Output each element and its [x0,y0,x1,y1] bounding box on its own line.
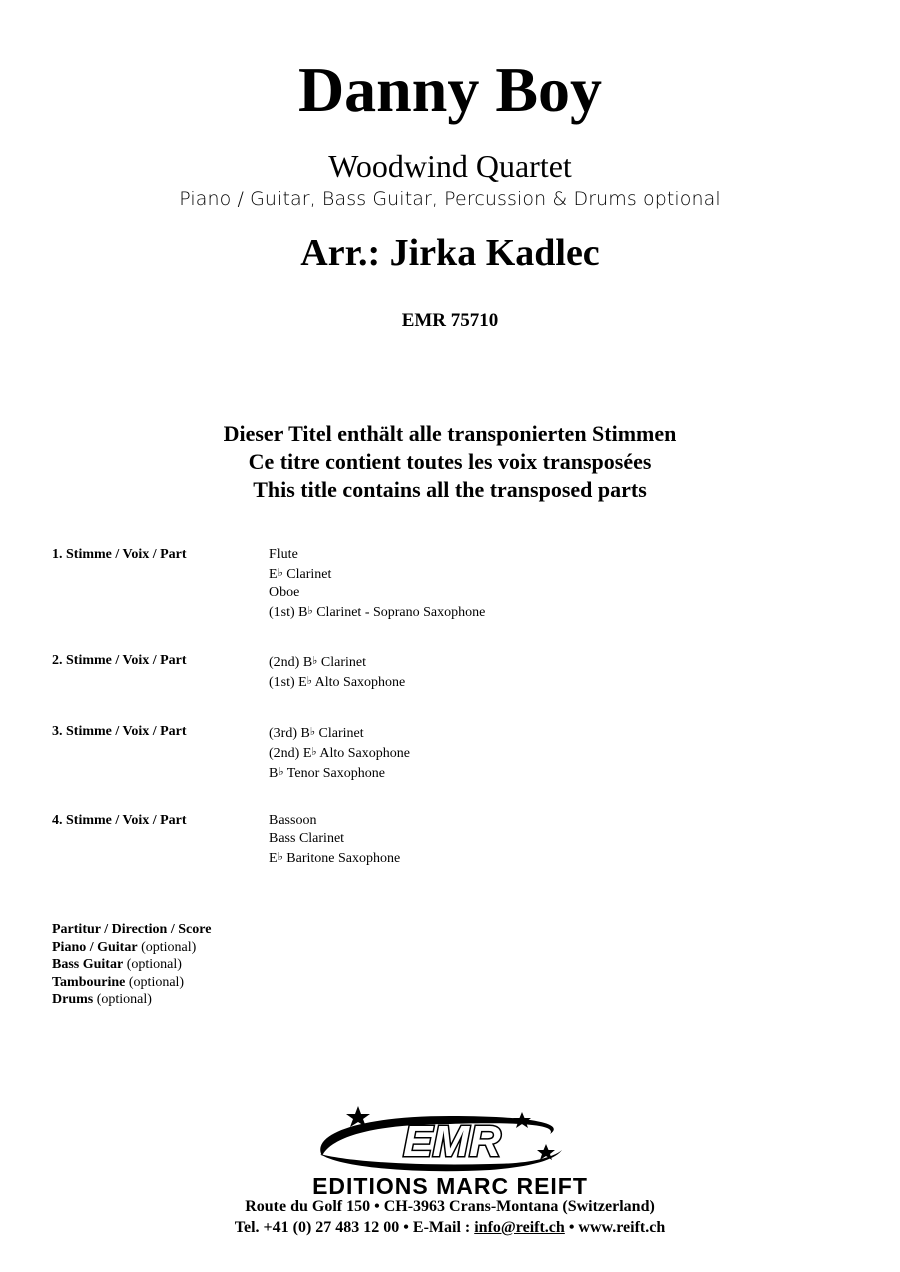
instrument-name: Baritone Saxophone [286,851,401,866]
extra-name: Drums [52,992,94,1007]
instrument-name: Clarinet - Soprano Saxophone [316,605,486,620]
instrument-prefix: (1st) [269,675,295,690]
star-icon [513,1112,531,1128]
score-extra-item [52,956,211,974]
instrument-prefix: (1st) [269,605,295,620]
contact-phone: Tel. +41 (0) 27 483 12 00 • E-Mail : [234,1219,471,1236]
publisher-name: EDITIONS MARC REIFT [312,1173,588,1199]
part-instruments [269,723,410,783]
notice-english: This title contains all the transposed parts [253,477,647,502]
instrument-name: Alto Saxophone [314,675,406,690]
emr-logo [300,1104,600,1182]
instrument-item [269,672,405,692]
flat-icon: ♭ [312,655,318,667]
instrument-name: Flute [269,547,298,562]
flat-icon: ♭ [277,567,283,579]
score-extra-item [52,939,211,957]
notice-french: Ce titre contient toutes les voix transposées [248,449,652,474]
extra-note: (optional) [141,939,197,955]
subtitle: Woodwind Quartet [328,148,572,184]
score-extras-list [52,921,211,1009]
instrument-item [269,652,405,672]
instrument-name: Bassoon [269,813,317,828]
extra-name: Tambourine [52,974,126,990]
instrument-key: B [269,766,279,781]
part-label: 1. Stimme / Voix / Part [52,547,187,562]
instrument-item [269,584,485,602]
instrumentation: Piano / Guitar, Bass Guitar, Percussion & Drums optional [179,188,721,210]
instrument-prefix: (2nd) [269,746,300,761]
part-instruments [269,652,405,692]
part-instruments [269,812,400,868]
arranger: Arr.: Jirka Kadlec [300,232,600,274]
instrument-key: E [298,675,307,690]
extra-name: Piano / Guitar [52,939,138,955]
instrument-item [269,546,485,564]
instrument-key: E [302,746,312,761]
instrument-key: E [269,567,278,582]
instrument-name: Clarinet [286,567,332,582]
extra-note: (optional) [96,992,152,1007]
logo-text: EMR [403,1117,501,1166]
instrument-name: Tenor Saxophone [286,766,385,781]
instrument-item [269,602,485,622]
instrument-prefix: (3rd) [269,726,297,741]
extra-note: (optional) [128,974,185,990]
flat-icon: ♭ [307,605,313,617]
instrument-prefix: (2nd) [269,655,300,670]
part-instruments [269,546,485,622]
notice-german: Dieser Titel enthält alle transponierten Stimmen [223,421,677,446]
part-label: 2. Stimme / Voix / Part [52,653,187,668]
instrument-item [269,848,400,868]
instrument-name: Bass Clarinet [269,831,345,846]
score-extra-item [52,991,211,1009]
instrument-item [269,743,410,763]
instrument-item [269,830,400,848]
instrument-name: Alto Saxophone [319,746,410,761]
instrument-name: Clarinet [318,726,364,741]
publisher-address: Route du Golf 150 • CH-3963 Crans-Montana (Switzerland) [245,1198,655,1215]
instrument-name: Clarinet [320,655,366,670]
flat-icon: ♭ [277,851,283,863]
instrument-item [269,812,400,830]
contact-separator: • [568,1219,575,1236]
extra-name: Bass Guitar [52,957,124,972]
instrument-key: E [269,851,278,866]
instrument-key: B [298,605,308,620]
instrument-key: B [300,726,310,741]
score-extra-item [52,921,211,939]
instrument-item [269,564,485,584]
website-link[interactable]: www.reift.ch [578,1219,666,1236]
part-label: 3. Stimme / Voix / Part [52,724,187,739]
flat-icon: ♭ [306,675,312,687]
score-extra-item [52,974,211,992]
instrument-item [269,763,410,783]
catalog-number: EMR 75710 [401,310,499,331]
instrument-name: Oboe [269,585,300,600]
extra-note: (optional) [126,957,182,972]
flat-icon: ♭ [278,766,284,778]
instrument-key: B [302,655,313,670]
flat-icon: ♭ [311,746,317,758]
flat-icon: ♭ [309,726,316,738]
part-label: 4. Stimme / Voix / Part [52,813,187,828]
instrument-item [269,723,410,743]
extra-name: Partitur / Direction / Score [52,922,212,937]
publisher-contact [0,1218,900,1238]
title: Danny Boy [297,54,603,125]
email-link[interactable]: info@reift.ch [474,1219,565,1236]
star-icon [537,1144,555,1160]
